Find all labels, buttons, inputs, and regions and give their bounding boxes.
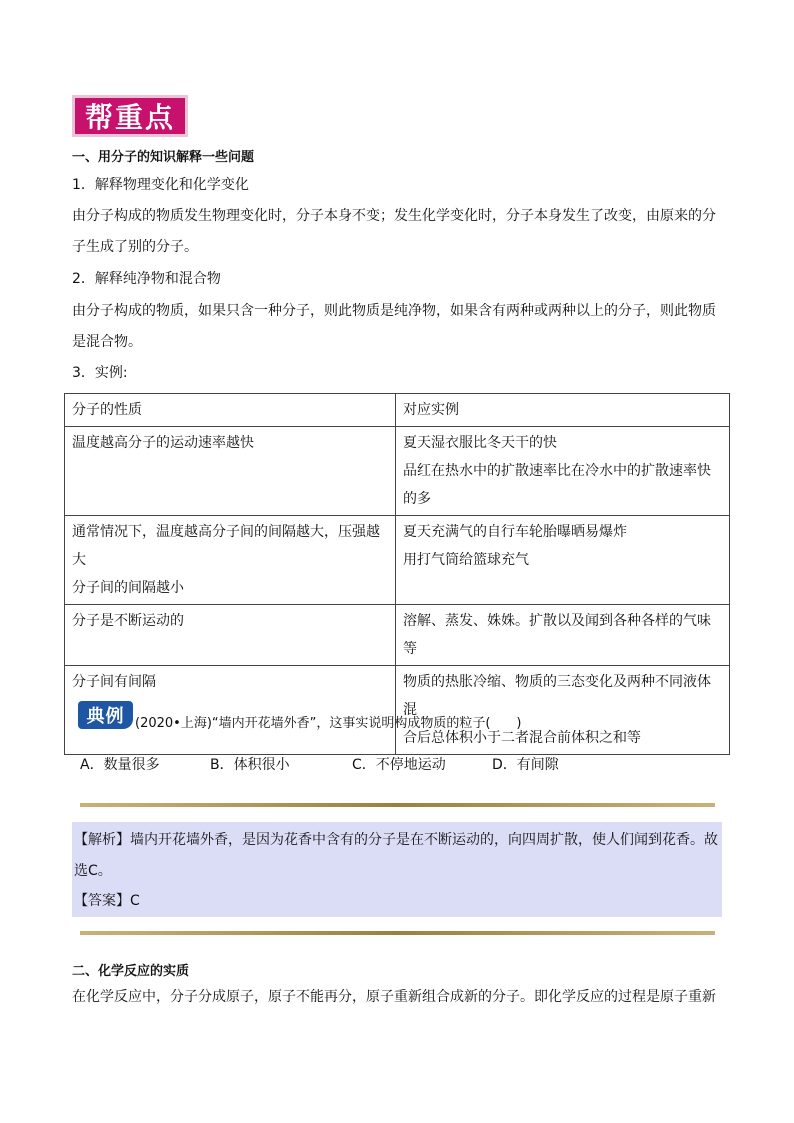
table-cell-property — [65, 427, 396, 516]
cell-line: 温度越高分子的运动速率越快 — [72, 435, 254, 451]
table-cell-examples — [396, 427, 730, 516]
table-cell-examples — [396, 666, 730, 755]
answer-line: 【答案】C — [74, 893, 140, 909]
item1-line2: 子生成了别的分子。 — [72, 239, 198, 255]
table-cell-property — [65, 516, 396, 605]
analysis-line1: 【解析】墙内开花墙外香，是因为花香中含有的分子是在不断运动的，向四周扩散，使人们闻到花香。故 — [74, 832, 718, 848]
item2-line2: 是混合物。 — [72, 334, 142, 350]
cell-line: 夏天充满气的自行车轮胎曝晒易爆炸 — [403, 524, 627, 540]
option-b: B．体积很小 — [210, 757, 290, 773]
cell-line: 分子是不断运动的 — [72, 613, 184, 629]
cell-line: 夏天湿衣服比冬天干的快 — [403, 435, 557, 451]
properties-table — [64, 393, 730, 755]
item2-title: 2．解释纯净物和混合物 — [72, 271, 221, 287]
key-points-badge — [72, 95, 188, 137]
item1-title: 1．解释物理变化和化学变化 — [72, 177, 249, 193]
table-header-cell: 分子的性质 — [65, 394, 396, 427]
option-d: D．有间隙 — [492, 757, 559, 773]
option-a: A．数量很多 — [80, 757, 160, 773]
item2-line1: 由分子构成的物质，如果只含一种分子，则此物质是纯净物，如果含有两种或两种以上的分子，则此物质 — [72, 303, 716, 319]
cell-line: 分子间的间隔越小 — [72, 580, 184, 596]
cell-line: 溶解、蒸发、姝姝。扩散以及闻到各种各样的气味等 — [403, 613, 711, 657]
section1-title: 一、用分子的知识解释一些问题 — [72, 150, 255, 165]
table-header-row — [65, 394, 730, 427]
item3-title: 3．实例: — [72, 365, 128, 381]
cell-line: 的多 — [403, 491, 431, 507]
cell-line: 用打气筒给篮球充气 — [403, 552, 529, 568]
example-badge — [78, 701, 133, 729]
section2-title: 二、化学反应的实质 — [72, 964, 190, 979]
cell-line: 分子间有间隔 — [72, 674, 156, 690]
example-badge-text: 典例 — [86, 706, 125, 727]
table-row — [65, 666, 730, 755]
table-header-cell: 对应实例 — [396, 394, 730, 427]
analysis-box — [72, 822, 722, 917]
analysis-line2: 选C。 — [74, 863, 112, 879]
cell-line: 通常情况下，温度越高分子间的间隔越大，压强越大 — [72, 524, 380, 568]
table-row — [65, 516, 730, 605]
gold-divider-bottom — [80, 931, 715, 935]
example-question: (2020•上海)“墙内开花墙外香”，这事实说明构成物质的粒子( ) — [135, 716, 522, 731]
section2-line1: 在化学反应中，分子分成原子，原子不能再分，原子重新组合成新的分子。即化学反应的过程是原子重新 — [72, 989, 716, 1005]
table-cell-examples — [396, 605, 730, 666]
table-row — [65, 605, 730, 666]
cell-line: 品红在热水中的扩散速率比在冷水中的扩散速率快 — [403, 463, 711, 479]
option-c: C．不停地运动 — [352, 757, 446, 773]
table-row — [65, 427, 730, 516]
table-cell-examples — [396, 516, 730, 605]
gold-divider-top — [80, 803, 715, 807]
cell-line: 物质的热胀冷缩、物质的三态变化及两种不同液体混 — [403, 674, 711, 718]
item1-line1: 由分子构成的物质发生物理变化时，分子本身不变；发生化学变化时，分子本身发生了改变，由原来的分 — [72, 208, 716, 224]
key-points-badge-text: 帮重点 — [84, 101, 175, 134]
cell-line: 合后总体积小于二者混合前体积之和等 — [403, 730, 641, 746]
table-cell-property — [65, 605, 396, 666]
